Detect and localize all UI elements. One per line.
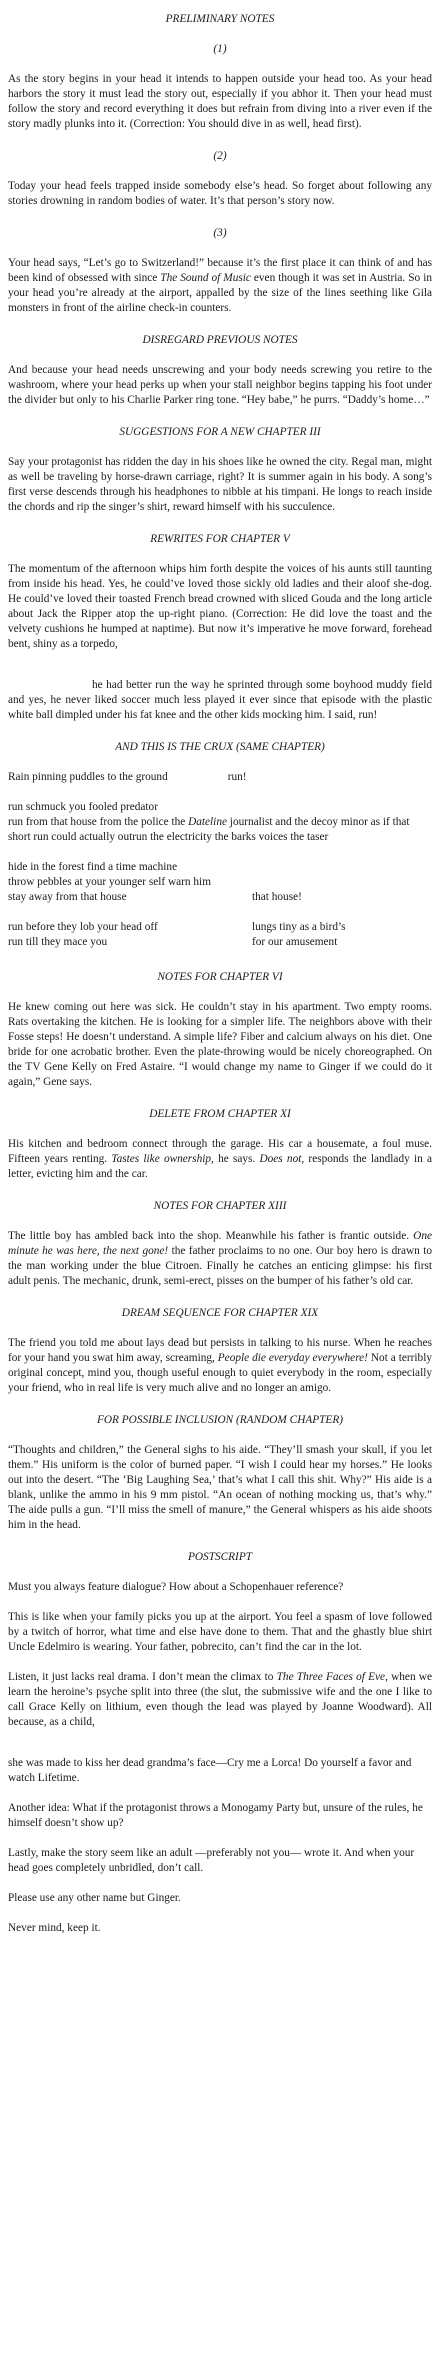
paragraph-postscript-6: Lastly, make the story seem like an adult —preferably not you— wrote it. And when your head goes completely unbridled, don’t call. (8, 1847, 415, 1874)
paragraph-postscript-5: Another idea: What if the protagonist throws a Monogamy Party but, unsure of the rules, he himself doesn’t show up? (8, 1802, 423, 1829)
heading-chapter-6: NOTES FOR CHAPTER VI (157, 971, 283, 983)
paragraph-chapter-6: He knew coming out here was sick. He couldn’t stay in his apartment. Two empty rooms. Rats overtaking the kitchen. He is looking for a simpler life. The neighbors above with their Fosse steps! He doesn’t understand. A simple life? Fiber and calcium always on his diet. One bride for one acrobatic brother. Even the plate-throwing would be nicely choreographed. On the TV Gene Kelly on Fred Astaire. “I would change my name to Ginger if we could do it again,” Gene says. (8, 1001, 432, 1088)
text-run: , when we learn the heroine’s psyche split into three (the slut, the submissive wife and the one I like to call Grace Kelly on lithium, even though the lead was played by Joanne Woodward). All because, as a child, (8, 1671, 432, 1728)
paragraph-postscript-4: she was made to kiss her dead grandma’s face—Cry me a Lorca! Do yourself a favor and watch Lifetime. (8, 1757, 412, 1784)
paragraph-chapter-3: Say your protagonist has ridden the day in his shoes like he owned the city. Regal man, might as well be traveling by horse-drawn carriage, right? It is summer again in his body. A song’s first verse descends through his headphones to nibble at his timpani. He longs to reach inside the chords and rip the singer’s shirt, reward himself with his succulence. (8, 456, 432, 513)
text-run: the father proclaims to no one. Our boy hero is drawn to the man working under the blue Citroen. Finally he catches an enticing glimpse: his first adult penis. The mechanic, drunk, semi-erect, pisses on the bumper of his father’s old car. (8, 1245, 432, 1287)
paragraph-chapter-5a: The momentum of the afternoon whips him forth despite the voices of his aunts still taunting from inside his head. Yes, he could’ve loved those sickly old ladies and their aloof she-dog. He could’ve loved their toasted French bread crowned with sliced Gouda and the long article about Jack the Ripper atop the up-right piano. (Correction: He did love the toast and the velvety cushions he humped at naptime). But now it’s imperative he move forward, forehead bent, shiny as a torpedo, (8, 563, 432, 650)
note-number-3: (3) (213, 227, 227, 239)
text-run: even though it was set in Austria. So in your head you’re already at the airport, appalled by the size of the lines seething like Gila monsters in front of the airline check-in counters. (8, 272, 432, 314)
text-run: Rain pinning puddles to the ground (8, 771, 168, 783)
paragraph-postscript-8: Never mind, keep it. (8, 1922, 101, 1934)
heading-chapter-13: NOTES FOR CHAPTER XIII (153, 1200, 287, 1212)
title-dateline: Dateline (188, 816, 227, 828)
heading-preliminary-notes: PRELIMINARY NOTES (165, 13, 275, 25)
text-run: , he says. (211, 1153, 260, 1165)
paragraph-chapter-19 (8, 1336, 432, 1396)
heading-crux: AND THIS IS THE CRUX (SAME CHAPTER) (115, 741, 325, 753)
heading-postscript: POSTSCRIPT (187, 1551, 253, 1563)
heading-random-chapter: FOR POSSIBLE INCLUSION (RANDOM CHAPTER) (97, 1414, 343, 1426)
paragraph-postscript-2: This is like when your family picks you up at the airport. You feel a spasm of love followed by a twitch of horror, what time and else have done to them. That and the ghastly blue shirt Uncle Edelmiro is wearing. Your father, pobrecito, can’t find the car in the lot. (8, 1611, 432, 1653)
heading-chapter-3: SUGGESTIONS FOR A NEW CHAPTER III (119, 426, 321, 438)
poem-line (8, 890, 432, 905)
paragraph-note-2: Today your head feels trapped inside somebody else’s head. So forget about following any stories drowning in random bodies of water. It’s that person’s story now. (8, 180, 432, 207)
heading-chapter-19: DREAM SEQUENCE FOR CHAPTER XIX (121, 1307, 319, 1319)
paragraph-random-chapter: “Thoughts and children,” the General sighs to his aide. “They’ll smash your skull, if you let them.” His uniform is the color of burned paper. “I wish I could hear my horses.” He looks out into the desert. “The ‘Big Laughing Sea,’ that’s what I call this shit. Why?” His aide is a blank, unlike the ammo in his 9 mm pistol. “An ocean of nothing mocking us, that’s why.” The aide pulls a gun. “I’ll miss the smell of manure,” the General whispers as his aide shoots him in the head. (8, 1444, 432, 1531)
text-run-italic: People die everyday everywhere! (217, 1352, 368, 1364)
paragraph-chapter-11 (8, 1137, 432, 1182)
text-run: Listen, it just lacks real drama. I don’t mean the climax to (8, 1671, 277, 1683)
text-run: Your head says, “Let’s go to Switzerland!” because it’s the first place it can think of and has been kind of obsessed with since (8, 257, 432, 284)
note-number-1: (1) (213, 43, 227, 55)
note-number-2: (2) (213, 150, 227, 162)
title-sound-of-music: The Sound of Music (160, 272, 251, 284)
text-run: , responds the landlady in a letter, evicting him and the car. (8, 1153, 432, 1180)
paragraph-chapter-13 (8, 1229, 432, 1289)
text-run: The friend you told me about lays dead but persists in talking to his nurse. When he reaches for your hand you swat him away, screaming, (8, 1337, 432, 1364)
text-run: stay away from that house (8, 891, 127, 903)
poem-line: hide in the forest find a time machine (8, 861, 178, 873)
poem-line (8, 935, 432, 950)
text-run-italic: Tastes like ownership (111, 1153, 212, 1165)
text-run: run from that house from the police the (8, 816, 189, 828)
paragraph-chapter-5b: he had better run the way he sprinted through some boyhood muddy field and yes, he never liked soccer much less played it ever since that episode with the plastic white ball dimpled under his fat knee and the other kids mocking him. I said, run! (8, 679, 432, 721)
poem-line: run schmuck you fooled predator (8, 801, 158, 813)
paragraph-postscript-1: Must you always feature dialogue? How about a Schopenhauer reference? (8, 1581, 344, 1593)
text-run: run! (227, 771, 247, 783)
paragraph-postscript-7: Please use any other name but Ginger. (8, 1892, 181, 1904)
text-run-italic: Does not (259, 1153, 302, 1165)
heading-chapter-5: REWRITES FOR CHAPTER V (150, 533, 290, 545)
text-run: journalist and the decoy minor as if that short run could actually outrun the electricity the barks voices the taser (8, 816, 410, 843)
paragraph-disregard: And because your head needs unscrewing and your body needs screwing you retire to the washroom, where your head perks up when your stall neighbor begins tapping his foot under the divider but only to his Charlie Parker ring tone. “Hey babe,” he purrs. “Daddy’s home…” (8, 364, 432, 406)
poem-line: throw pebbles at your younger self warn him (8, 876, 211, 888)
title-three-faces-of-eve: The Three Faces of Eve (276, 1671, 386, 1683)
poem-line (8, 920, 432, 935)
text-run: run till they mace you (8, 936, 108, 948)
paragraph-note-1: As the story begins in your head it intends to happen outside your head too. As your head harbors the story it must lead the story out, especially if you abhor it. Then your head must follow the story and record everything it does but refrain from diving into a river even if the story madly plunks into it. (Correction: You should dive in as well, head first). (8, 73, 432, 130)
text-run: Not a terribly original concept, mind you, though useful enough to quiet everybody in the room, especially your friend, who in real life is very much alive and no longer an amigo. (8, 1352, 432, 1394)
heading-disregard-previous-notes: DISREGARD PREVIOUS NOTES (142, 334, 298, 346)
text-run: that house! (252, 891, 302, 903)
poem-line (8, 815, 432, 845)
text-run-italic: One minute he was here, the next gone! (8, 1230, 432, 1257)
text-run: lungs tiny as a bird’s (252, 921, 346, 933)
paragraph-note-3 (8, 256, 432, 316)
paragraph-postscript-3 (8, 1670, 432, 1730)
text-run: The little boy has ambled back into the shop. Meanwhile his father is frantic outside. (8, 1230, 414, 1242)
text-run: His kitchen and bedroom connect through the garage. His car a housemate, a foul muse. Fifteen years renting. (8, 1138, 432, 1165)
poem-crux (8, 770, 432, 950)
text-run: run before they lob your head off (8, 921, 158, 933)
heading-chapter-11: DELETE FROM CHAPTER XI (149, 1108, 291, 1120)
poem-line (8, 770, 432, 785)
text-run: for our amusement (252, 936, 338, 948)
